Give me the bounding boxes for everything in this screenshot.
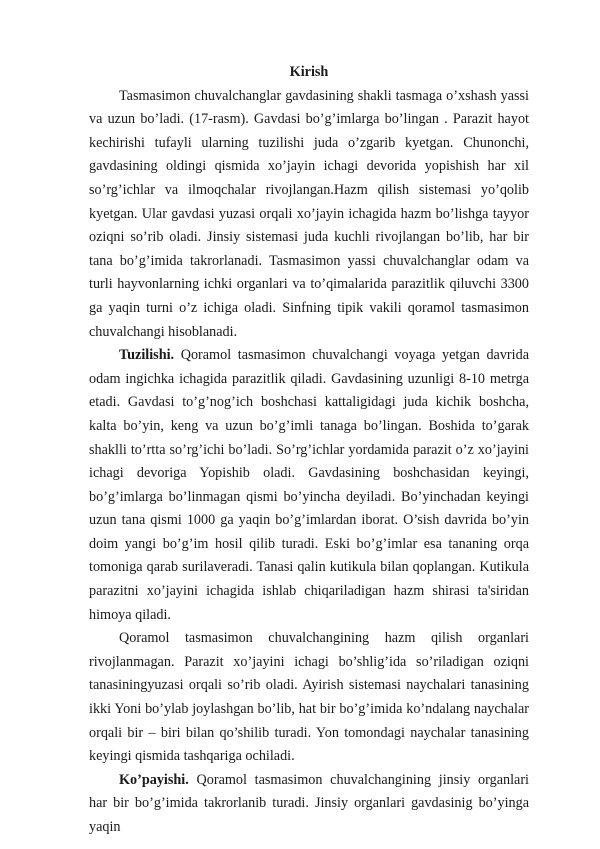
paragraph-text: Qoramol tasmasimon chuvalchangining jinsiy organlari har bir bo’g’imida takrorlanib turadi. Jinsiy organlari gavdasinig bo’yinga yaqin [89,771,529,835]
paragraph-text: Tasmasimon chuvalchanglar gavdasining shakli tasmaga o’xshash yassi va uzun bo’ladi. (17-rasm). Gavdasi bo’g’imlarga bo’lingan . Parazit hayot kechirishi tufayli ularning tuzilishi juda o’zgarib kyetgan. Chunonchi, gavdasining oldingi qismida xo’jayin ichagi devorida yopishish har xil so’rg’ichlar va ilmoqchalar rivojlangan.Hazm qilish sistemasi yo’qolib kyetgan. Ular gavdasi yuzasi orqali xo’jayin ichagida hazm bo’lishga tayyor oziqni so’rib oladi. Jinsiy sistemasi juda kuchli rivojlangan bo’lib, har bir tana bo’g’imida takrorlanadi. Tasmasimon yassi chuvalchanglar odam va turli hayvonlarning ichki organlari va to’qimalarida parazitlik qiluvchi 3300 ga yaqin turni o’z ichiga oladi. Sinfning tipik vakili qoramol tasmasimon chuvalchangi hisoblanadi. [89,87,529,340]
paragraph-text: Qoramol tasmasimon chuvalchangi voyaga yetgan davrida odam ingichka ichagida parazitlik qiladi. Gavdasining uzunligi 8-10 metrga etadi. Gavdasi to’g’nog’ich boshchasi kattaligidagi juda kichik boshcha, kalta bo’yin, keng va uzun bo’g’imli tanaga bo’lingan. Boshida to’garak shaklli to’rtta so’rg’ichi bo’ladi. So’rg’ichlar yordamida parazit o’z xo’jayini ichagi devoriga Yopishib oladi. Gavdasining boshchasidan keyingi, bo’g’imlarga bo’linmagan qismi bo’yincha deyiladi. Bo’yinchadan keyingi uzun tana qismi 1000 ga yaqin bo’g’imlardan iborat. O’sish davrida bo’yin doim yangi bo’g’im hosil qilib turadi. Eski bo’g’imlar esa tananing orqa tomoniga qarab surilaveradi. Tanasi qalin kutikula bilan qoplangan. Kutikula parazitni xo’jayini ichagida ishlab chiqariladigan hazm shirasi ta'siridan himoya qiladi. [89,347,529,623]
document-page [89,61,529,840]
paragraph-reproduction [89,769,529,840]
paragraph-structure [89,344,529,627]
paragraph-intro [89,85,529,345]
page-title: Kirish [289,64,329,80]
paragraph-digestion [89,627,529,769]
section-heading-reproduction: Ko’payishi. [119,771,189,788]
section-heading-structure: Tuzilishi. [119,347,175,364]
paragraph-text: Qoramol tasmasimon chuvalchangining hazm qilish organlari rivojlanmagan. Parazit xo’jayini ichagi bo’shlig’ida so’riladigan oziqni tanasiningyuzasi orqali so’rib oladi. Ayirish sistemasi naychalari tanasining ikki Yoni bo’ylab joylashgan bo’lib, hat bir bo’g’imida ko’ndalang naychalar orqali bir – biri bilan qo’shilib turadi. Yon tomondagi naychalar tanasining keyingi qismida tashqariga ochiladi. [89,630,529,765]
